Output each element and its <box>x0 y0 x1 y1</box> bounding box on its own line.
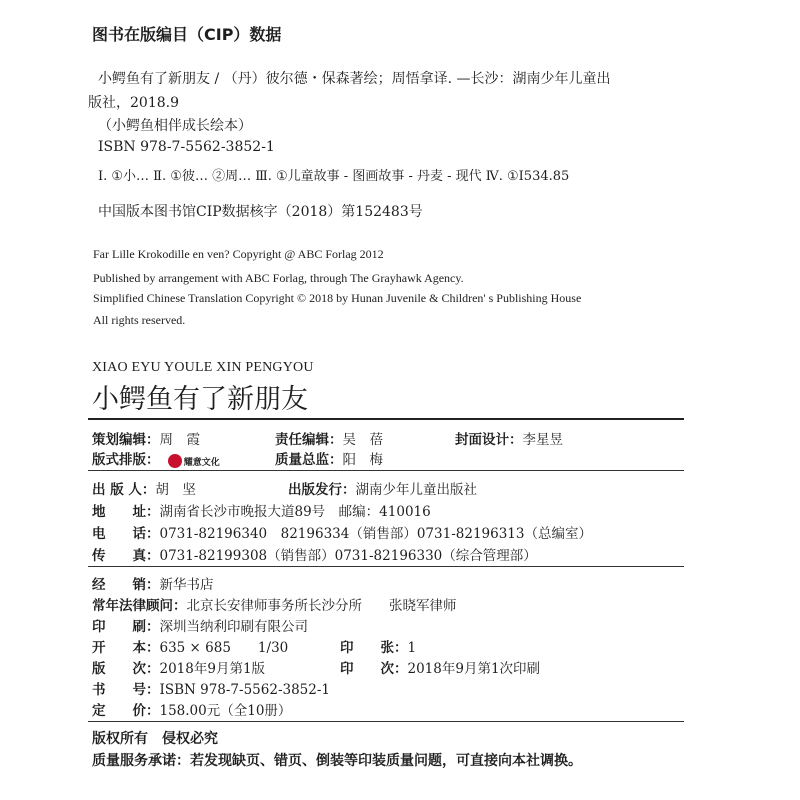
legal-value: 北京长安律师事务所长沙分所 张晓军律师 <box>186 598 457 614</box>
impression-value: 2018年9月第1次印刷 <box>407 661 541 677</box>
publisher-divider <box>88 566 684 567</box>
distributor-value: 新华书店 <box>159 577 214 593</box>
address-label: 地 址： <box>92 504 160 520</box>
printer-label: 印 刷： <box>92 619 160 635</box>
copyright-line-4: All rights reserved. <box>93 313 186 327</box>
title-divider <box>88 418 684 420</box>
address-value: 湖南省长沙市晚报大道89号 邮编：410016 <box>159 504 431 520</box>
quality-value: 阳 梅 <box>342 452 383 468</box>
editor-value: 吴 蓓 <box>342 432 383 448</box>
sheets-label: 印 张： <box>340 640 408 656</box>
isbn-value: ISBN 978-7-5562-3852-1 <box>159 682 331 698</box>
planning-label: 策划编辑： <box>92 432 160 448</box>
copyright-line-3: Simplified Chinese Translation Copyright © 2018 by Hunan Juvenile & Children' s Publishing House <box>93 291 582 305</box>
edition-value: 2018年9月第1版 <box>159 661 266 677</box>
copyright-line-1: Far Lille Krokodille en ven? Copyright @ ABC Forlag 2012 <box>93 247 384 261</box>
cip-title: 图书在版编目（CIP）数据 <box>92 25 282 44</box>
isbn-label: 书 号： <box>92 682 160 698</box>
price-value: 158.00元（全10册） <box>159 703 292 719</box>
legal-label: 常年法律顾问： <box>92 598 187 614</box>
book-title: 小鳄鱼有了新朋友 <box>92 384 308 415</box>
quality-promise: 质量服务承诺：若发现缺页、错页、倒装等印装质量问题，可直接向本社调换。 <box>92 753 582 769</box>
cip-line-4: ISBN 978-7-5562-3852-1 <box>98 139 275 155</box>
cip-line-6: 中国版本图书馆CIP数据核字（2018）第152483号 <box>98 204 423 220</box>
phone-label: 电 话： <box>92 526 160 542</box>
editor-label: 责任编辑： <box>275 432 343 448</box>
studio-logo <box>168 453 220 469</box>
rights-notice: 版权所有 侵权必究 <box>92 731 218 747</box>
cip-line-2: 版社，2018.9 <box>88 95 179 111</box>
issuer-label: 出版发行： <box>288 482 356 498</box>
studio-logo-text: 耀意文化 <box>183 457 220 468</box>
price-label: 定 价： <box>92 703 160 719</box>
cover-label: 封面设计： <box>455 432 523 448</box>
format-value: 635 × 685 1/30 <box>159 640 289 656</box>
fax-value: 0731-82199308（销售部）0731-82196330（综合管理部） <box>159 548 537 564</box>
copyright-line-2: Published by arrangement with ABC Forlag, through The Grayhawk Agency. <box>93 271 464 285</box>
impression-label: 印 次： <box>340 661 408 677</box>
printer-value: 深圳当纳利印刷有限公司 <box>159 619 308 635</box>
format-label: 开 本： <box>92 640 160 656</box>
planning-value: 周 霞 <box>159 432 200 448</box>
issuer-value: 湖南少年儿童出版社 <box>355 482 477 498</box>
edition-label: 版 次： <box>92 661 160 677</box>
layout-label: 版式排版： <box>92 452 160 468</box>
sheets-value: 1 <box>407 640 417 656</box>
printing-divider <box>88 721 684 722</box>
distributor-label: 经 销： <box>92 577 160 593</box>
cip-line-3: （小鳄鱼相伴成长绘本） <box>98 118 252 134</box>
cip-line-5: Ⅰ. ①小… Ⅱ. ①彼… ②周… Ⅲ. ①儿童故事 - 图画故事 - 丹麦 - 现代 Ⅳ. ①I534.85 <box>98 169 570 184</box>
cip-line-1: 小鳄鱼有了新朋友 / （丹）彼尔德・保森著绘；周悟拿译. —长沙：湖南少年儿童出 <box>98 71 611 87</box>
studio-logo-mark <box>168 454 182 468</box>
publisher-value: 胡 坚 <box>155 482 196 498</box>
cover-value: 李星昱 <box>522 432 563 448</box>
credits-divider <box>88 470 684 471</box>
phone-value: 0731-82196340 82196334（销售部）0731-82196313（总编室） <box>159 526 592 542</box>
quality-label: 质量总监： <box>275 452 343 468</box>
publisher-label: 出 版 人： <box>92 482 156 498</box>
book-pinyin: XIAO EYU YOULE XIN PENGYOU <box>92 360 314 375</box>
fax-label: 传 真： <box>92 548 160 564</box>
